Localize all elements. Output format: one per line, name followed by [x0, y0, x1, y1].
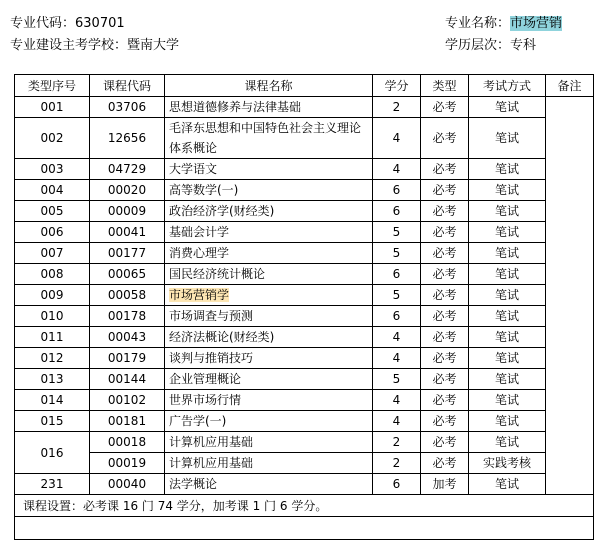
cell-name: 谈判与推销技巧	[165, 348, 373, 369]
cell-credit: 6	[373, 264, 421, 285]
table-row	[15, 327, 594, 348]
table-row	[15, 285, 594, 306]
col-header-credit: 学分	[373, 75, 421, 97]
host-school-value: 暨南大学	[127, 38, 180, 53]
cell-code: 00040	[90, 474, 165, 495]
cell-credit: 6	[373, 180, 421, 201]
col-header-seq: 类型序号	[15, 75, 90, 97]
cell-credit: 6	[373, 201, 421, 222]
cell-seq: 016	[15, 432, 90, 474]
summary-text: 课程设置：必考课 16 门 74 学分，加考课 1 门 6 学分。	[15, 495, 594, 517]
cell-code: 00179	[90, 348, 165, 369]
education-level-label: 学历层次：	[445, 38, 511, 53]
cell-type: 必考	[421, 390, 469, 411]
cell-seq: 012	[15, 348, 90, 369]
col-header-type: 类型	[421, 75, 469, 97]
cell-exam: 笔试	[469, 411, 546, 432]
cell-exam: 笔试	[469, 264, 546, 285]
cell-type: 必考	[421, 264, 469, 285]
cell-name: 计算机应用基础	[165, 453, 373, 474]
cell-exam: 笔试	[469, 348, 546, 369]
cell-name: 经济法概论(财经类)	[165, 327, 373, 348]
cell-type: 必考	[421, 348, 469, 369]
cell-code: 03706	[90, 97, 165, 118]
cell-exam: 笔试	[469, 474, 546, 495]
col-header-exam: 考试方式	[469, 75, 546, 97]
cell-credit: 4	[373, 159, 421, 180]
cell-type: 加考	[421, 474, 469, 495]
cell-seq: 231	[15, 474, 90, 495]
cell-exam: 笔试	[469, 243, 546, 264]
cell-exam: 实践考核	[469, 453, 546, 474]
cell-code: 00144	[90, 369, 165, 390]
cell-seq: 003	[15, 159, 90, 180]
table-row	[15, 159, 594, 180]
cell-exam: 笔试	[469, 327, 546, 348]
blank-cell	[15, 517, 594, 540]
table-row	[15, 348, 594, 369]
course-table	[14, 74, 594, 540]
major-code-label: 专业代码：	[10, 16, 76, 31]
cell-type: 必考	[421, 411, 469, 432]
table-row	[15, 474, 594, 495]
cell-credit: 5	[373, 369, 421, 390]
cell-type: 必考	[421, 118, 469, 159]
cell-name: 消费心理学	[165, 243, 373, 264]
table-row	[15, 97, 594, 118]
cell-credit: 6	[373, 306, 421, 327]
cell-seq: 011	[15, 327, 90, 348]
table-row	[15, 432, 594, 453]
cell-credit: 2	[373, 432, 421, 453]
table-row	[15, 222, 594, 243]
cell-name: 世界市场行情	[165, 390, 373, 411]
cell-name: 大学语文	[165, 159, 373, 180]
cell-code: 00058	[90, 285, 165, 306]
summary-row	[15, 495, 594, 517]
cell-code: 04729	[90, 159, 165, 180]
education-level	[445, 38, 536, 54]
cell-type: 必考	[421, 432, 469, 453]
cell-type: 必考	[421, 306, 469, 327]
cell-name: 计算机应用基础	[165, 432, 373, 453]
cell-exam: 笔试	[469, 390, 546, 411]
major-name-value[interactable]: 市场营销	[510, 16, 563, 31]
cell-code: 00043	[90, 327, 165, 348]
cell-code: 00020	[90, 180, 165, 201]
cell-code: 00065	[90, 264, 165, 285]
cell-exam: 笔试	[469, 222, 546, 243]
table-row	[15, 264, 594, 285]
cell-credit: 4	[373, 390, 421, 411]
cell-seq: 005	[15, 201, 90, 222]
major-name	[445, 16, 562, 32]
blank-row	[15, 517, 594, 540]
col-header-note: 备注	[546, 75, 594, 97]
cell-exam: 笔试	[469, 432, 546, 453]
cell-type: 必考	[421, 327, 469, 348]
cell-name: 广告学(一)	[165, 411, 373, 432]
cell-code: 00178	[90, 306, 165, 327]
cell-code: 12656	[90, 118, 165, 159]
col-header-code: 课程代码	[90, 75, 165, 97]
table-row	[15, 411, 594, 432]
table-row	[15, 390, 594, 411]
cell-type: 必考	[421, 97, 469, 118]
host-school	[10, 38, 179, 54]
cell-credit: 4	[373, 348, 421, 369]
table-row	[15, 453, 594, 474]
cell-credit: 6	[373, 474, 421, 495]
cell-type: 必考	[421, 201, 469, 222]
cell-seq: 010	[15, 306, 90, 327]
cell-code: 00181	[90, 411, 165, 432]
table-row	[15, 180, 594, 201]
cell-credit: 2	[373, 453, 421, 474]
cell-code: 00041	[90, 222, 165, 243]
education-level-value: 专科	[510, 38, 537, 53]
cell-code: 00177	[90, 243, 165, 264]
cell-credit: 5	[373, 222, 421, 243]
table-row	[15, 118, 594, 159]
cell-name	[165, 285, 373, 306]
cell-seq: 002	[15, 118, 90, 159]
cell-code: 00009	[90, 201, 165, 222]
cell-type: 必考	[421, 159, 469, 180]
cell-name: 国民经济统计概论	[165, 264, 373, 285]
cell-seq: 007	[15, 243, 90, 264]
cell-name: 毛泽东思想和中国特色社会主义理论体系概论	[165, 118, 373, 159]
cell-credit: 5	[373, 243, 421, 264]
table-row	[15, 201, 594, 222]
major-code-value: 630701	[75, 16, 125, 31]
col-header-name: 课程名称	[165, 75, 373, 97]
cell-type: 必考	[421, 243, 469, 264]
table-row	[15, 306, 594, 327]
cell-exam: 笔试	[469, 180, 546, 201]
cell-type: 必考	[421, 369, 469, 390]
cell-exam: 笔试	[469, 201, 546, 222]
cell-type: 必考	[421, 285, 469, 306]
cell-exam: 笔试	[469, 159, 546, 180]
cell-credit: 2	[373, 97, 421, 118]
cell-note	[546, 97, 594, 495]
highlighted-course-name[interactable]: 市场营销学	[169, 288, 230, 302]
cell-exam: 笔试	[469, 369, 546, 390]
cell-code: 00102	[90, 390, 165, 411]
cell-name: 法学概论	[165, 474, 373, 495]
table-row	[15, 243, 594, 264]
cell-type: 必考	[421, 180, 469, 201]
cell-seq: 009	[15, 285, 90, 306]
cell-seq: 004	[15, 180, 90, 201]
major-name-label: 专业名称：	[445, 16, 511, 31]
cell-exam: 笔试	[469, 118, 546, 159]
cell-code: 00019	[90, 453, 165, 474]
cell-name: 思想道德修养与法律基础	[165, 97, 373, 118]
cell-seq: 015	[15, 411, 90, 432]
cell-exam: 笔试	[469, 97, 546, 118]
host-school-label: 专业建设主考学校：	[10, 38, 128, 53]
cell-credit: 4	[373, 411, 421, 432]
cell-name: 企业管理概论	[165, 369, 373, 390]
cell-exam: 笔试	[469, 306, 546, 327]
cell-seq: 008	[15, 264, 90, 285]
cell-name: 市场调查与预测	[165, 306, 373, 327]
cell-credit: 4	[373, 118, 421, 159]
cell-credit: 4	[373, 327, 421, 348]
major-code	[10, 16, 125, 32]
cell-name: 高等数学(一)	[165, 180, 373, 201]
cell-code: 00018	[90, 432, 165, 453]
cell-seq: 013	[15, 369, 90, 390]
cell-type: 必考	[421, 222, 469, 243]
cell-seq: 006	[15, 222, 90, 243]
cell-seq: 014	[15, 390, 90, 411]
cell-seq: 001	[15, 97, 90, 118]
cell-exam: 笔试	[469, 285, 546, 306]
cell-type: 必考	[421, 453, 469, 474]
table-row	[15, 369, 594, 390]
cell-name: 基础会计学	[165, 222, 373, 243]
cell-name: 政治经济学(财经类)	[165, 201, 373, 222]
table-header-row	[15, 75, 594, 97]
cell-credit: 5	[373, 285, 421, 306]
